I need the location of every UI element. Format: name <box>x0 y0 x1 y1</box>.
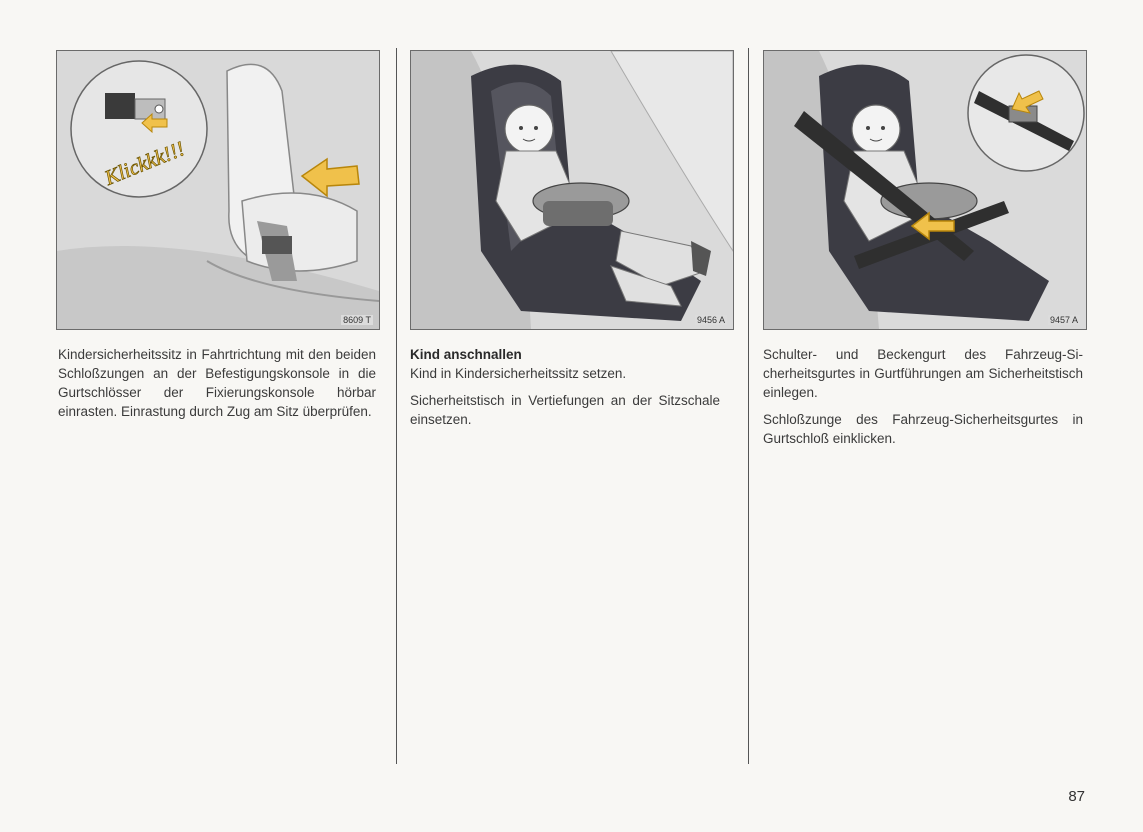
section-heading: Kind anschnallen <box>410 347 522 362</box>
instruction-paragraph: Schloßzunge des Fahrzeug-Sicherheitsgurtes in Gurtschloß einklicken. <box>763 412 1083 446</box>
instruction-paragraph: Kindersicherheitssitz in Fahrtrichtung mit den beiden Schloßzungen an der Befestigungskonsole in die Gurtschlösser der Fixierungskonsole hörbar einrasten. Einrastung durch Zug am Sitz überprüfen. <box>58 347 376 419</box>
instruction-paragraph: Schulter- und Beckengurt des Fahrzeug-Sicherheitsgurtes in Gurtführungen am Sicherheitstisch einlegen. <box>763 347 1083 400</box>
figure-code: 9457 A <box>1049 315 1078 325</box>
instruction-paragraph: Sicherheitstisch in Vertiefungen an der Sitzschale einsetzen. <box>410 393 720 427</box>
figure-code: 9456 A <box>696 315 725 325</box>
figure-code: 8609 T <box>343 315 371 325</box>
seat-installation-illustration <box>57 51 379 329</box>
child-head <box>505 105 553 153</box>
belt-routing-illustration <box>764 51 1086 329</box>
figure-seat-installation <box>56 50 380 330</box>
column-1-text <box>58 345 376 429</box>
figure-belt-routing <box>763 50 1087 330</box>
column-divider <box>396 48 397 764</box>
instruction-paragraph: Kind in Kindersicherheitssitz setzen. <box>410 366 627 381</box>
column-divider <box>748 48 749 764</box>
figure-child-seated <box>410 50 734 330</box>
child-head <box>852 105 900 153</box>
click-exclamation-label: Klickkk!!! <box>101 136 188 190</box>
child-seated-illustration <box>411 51 733 329</box>
page-number: 87 <box>1068 788 1085 805</box>
column-2-text <box>410 345 720 437</box>
column-3-text <box>763 345 1083 456</box>
